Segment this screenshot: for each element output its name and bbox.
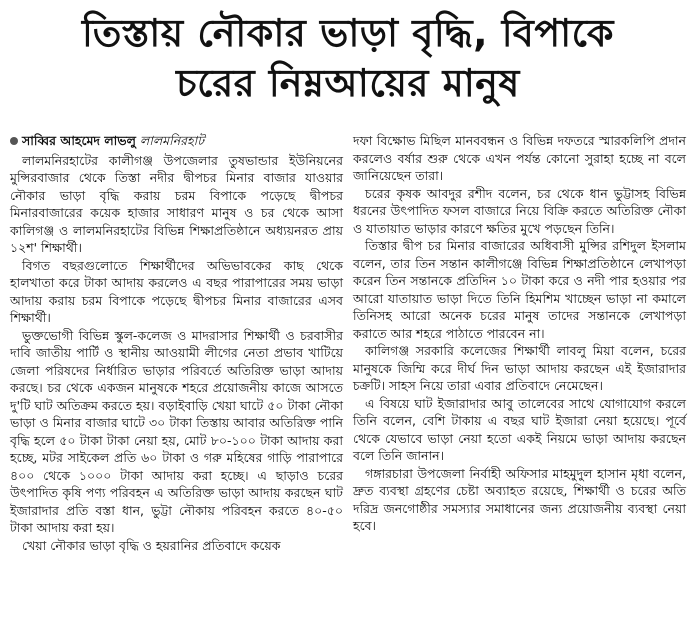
paragraph: ভুক্তভোগী বিভিন্ন স্কুল-কলেজ ও মাদরাসার শিক্ষার্থী ও চরবাসীর দাবি জাতীয় পার্টি ও স্থানীয় আওয়ামী লীগের নেতা প্রভাব খাটিয়ে জেলা পরিষদের নির্ধারিত ভাড়ার পরিবর্তে অতিরিক্ত ভাড়া আদায় করছে। চর থেকে একজন মানুষকে শহরে প্রয়োজনীয় কাজে আসতে দু'টি ঘাট অতিক্রম করতে হয়। বড়াইবাড়ি খেয়া ঘাটে ৫০ টাকা নৌকা ভাড়া ও মিনার বাজার ঘাটে ৩০ টাকা তিস্তায় আবার অতিরিক্ত পানি বৃদ্ধি হলে ৫০ টাকা টাকা নেয়া হয়, মোট ৮০-১০০ টাকা আদায় করা হচ্ছে, মটর সাইকেল প্রতি ৬০ টাকা ও গরু মহিষের গাড়ি পারাপারে ৪০০ থেকে ১০০০ টাকা আদায় করা হচ্ছে। এ ছাড়াও চরের উৎপাদিত কৃষি পণ্য পরিবহন এ অতিরিক্ত ভাড়া আদায় করছেন ঘাট ইজারাদার প্রতি বস্তা ধান, ভুট্টা নৌকায় পরিবহন করতে ৪০-৫০ টাকা আদায় করা হয়।: [10, 327, 343, 535]
article-body: [10, 132, 686, 554]
headline-line-1: তিস্তায় নৌকার ভাড়া বৃদ্ধি, বিপাকে: [81, 11, 614, 55]
byline-location: লালমনিরহাট: [139, 133, 205, 148]
paragraph: বিগত বছরগুলোতে শিক্ষার্থীদের অভিভাবকের কাছ থেকে হালখাতা করে টাকা আদায় করলেও এ বছর পারাপারের সময় ভাড়া আদায় করায় চরম বিপাকে পড়েছে দ্বীপচর মিনার বাজারের এসব শিক্ষার্থী।: [10, 257, 343, 325]
byline: [10, 132, 343, 150]
paragraph: লালমনিরহাটের কালীগঞ্জ উপজেলার তুষভান্ডার ইউনিয়নের মুন্সিরবাজার থেকে তিস্তা নদীর দ্বীপচর মিনার বাজার যাওয়ার নৌকার ভাড়া বৃদ্ধি করায় চরম বিপাকে পড়েছে দ্বীপচর মিনারবাজারের কয়েক হাজার সাধারণ মানুষ ও চর থেকে আসা কালিগঞ্জ ও লালমনিরহাটের বিভিন্ন শিক্ষাপ্রতিষ্ঠানে অধ্যয়নরত প্রায় ১২শ' শিক্ষার্থী।: [10, 152, 343, 255]
paragraph: দফা বিক্ষোভ মিছিল মানববন্ধন ও বিভিন্ন দফতরে স্মারকলিপি প্রদান করলেও বর্ষার শুরু থেকে এখন পর্যন্ত কোনো সুরাহা হচ্ছে না বলে জানিয়েছেন তারা।: [353, 133, 686, 183]
paragraph: তিস্তার দ্বীপ চর মিনার বাজারের অধিবাসী মুন্সির রশিদুল ইসলাম বলেন, তার তিন সন্তান কালীগঞ্জে বিভিন্ন শিক্ষাপ্রতিষ্ঠানে লেখাপড়া করেন তিন সন্তানকে প্রতিদিন ১০ টাকা করে ও নদী পার হওয়ার পর আরো যাতায়াত ভাড়া দিতে তিনি হিমশিম খাচ্ছেন ভাড়া না কমালে তিনিসহ আরো অনেক চরের মানুষ তাদের সন্তানকে লেখাপড়া করাতে আর শহরে পাঠাতে পারবেন না।: [353, 238, 686, 341]
paragraph: চরের কৃষক আবদুর রশীদ বলেন, চর থেকে ধান ভুট্টাসহ বিভিন্ন ধরনের উৎপাদিত ফসল বাজারে নিয়ে বিক্রি করতে অতিরিক্ত নৌকা ও যাতায়াত ভাড়ার কারণে ক্ষতির মুখে পড়ছেন তিনি।: [353, 185, 686, 236]
paragraph: গঙ্গারচারা উপজেলা নির্বাহী অফিসার মাহমুদুল হাসান মৃধা বলেন, দ্রুত ব্যবস্থা গ্রহণের চেষ্টা অব্যাহত রয়েছে, শিক্ষার্থী ও চরের অতি দরিদ্র জনগোষ্ঠীর সমস্যার সমাধানের জন্য প্রয়োজনীয় ব্যবস্থা নেয়া হবে।: [353, 465, 686, 533]
headline-line-2: চরের নিম্নআয়ের মানুষ: [176, 61, 520, 105]
paragraph: এ বিষয়ে ঘাট ইজারাদার আবু তালেবের সাথে যোগাযোগ করলে তিনি বলেন, বেশি টাকায় এ বছর ঘাট ইজারা নেয়া হয়েছে। পূর্বে থেকে যেভাবে ভাড়া নেয়া হতো একই নিয়মে ভাড়া আদায় করছেন বলে তিনি জানান।: [353, 395, 686, 463]
right-column: [353, 132, 686, 554]
left-column: [10, 132, 343, 554]
byline-author: সাব্বির আহমেদ লাভলু: [22, 133, 136, 148]
paragraph: খেয়া নৌকার ভাড়া বৃদ্ধি ও হয়রানির প্রতিবাদে কয়েক: [22, 537, 281, 553]
byline-bullet-icon: [10, 137, 18, 145]
paragraph: কালিগঞ্জ সরকারি কলেজের শিক্ষার্থী লাবলু মিয়া বলেন, চরের মানুষকে জিম্মি করে দীর্ঘ দিন ভাড়া আদায় করছেন এই ইজারাদার চক্রটি। সাহস নিয়ে তারা এবার প্রতিবাদে নেমেছেন।: [353, 343, 686, 393]
headline: [10, 6, 686, 108]
